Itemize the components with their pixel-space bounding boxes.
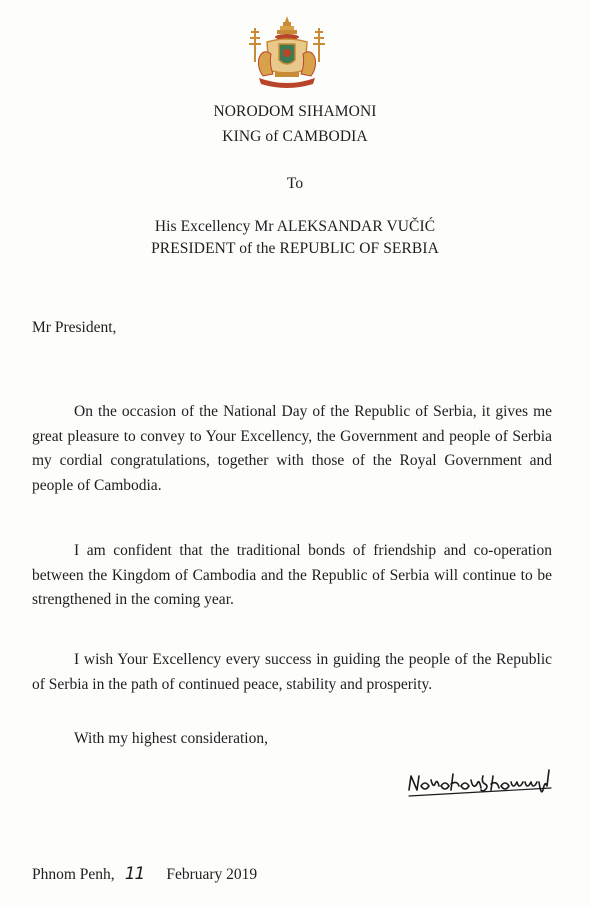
dateline [32, 864, 257, 884]
body-paragraph: I wish Your Excellency every success in guiding the people of the Republic of Serbia in the path of continued peace, stability and prosperity. [32, 651, 552, 693]
recipient-title: PRESIDENT of the REPUBLIC OF SERBIA [151, 240, 439, 257]
dateline-place: Phnom Penh, [32, 866, 115, 883]
body-paragraph: I am confident that the traditional bonds of friendship and co-operation between the Kingdom of Cambodia and the Republic of Serbia will continue to be strengthened in the coming year. [32, 542, 552, 609]
handwritten-signature-icon [405, 766, 555, 806]
dateline-day: 11 [124, 864, 145, 884]
sender-name: NORODOM SIHAMONI [213, 103, 377, 120]
dateline-month-year: February 2019 [166, 866, 258, 883]
salutation: Mr President, [32, 319, 117, 336]
recipient-name: His Excellency Mr ALEKSANDAR VUČIĆ [154, 218, 436, 235]
to-label: To [286, 175, 304, 192]
royal-arms-of-cambodia-icon [245, 14, 329, 90]
sender-title: KING of CAMBODIA [222, 128, 368, 145]
closing-line: With my highest consideration, [74, 730, 268, 747]
body-paragraph: On the occasion of the National Day of the Republic of Serbia, it gives me great pleasure to convey to Your Excellency, the Government and people of Serbia my cordial congratulations, together with those of the Royal Government and people of Cambodia. [32, 403, 552, 495]
